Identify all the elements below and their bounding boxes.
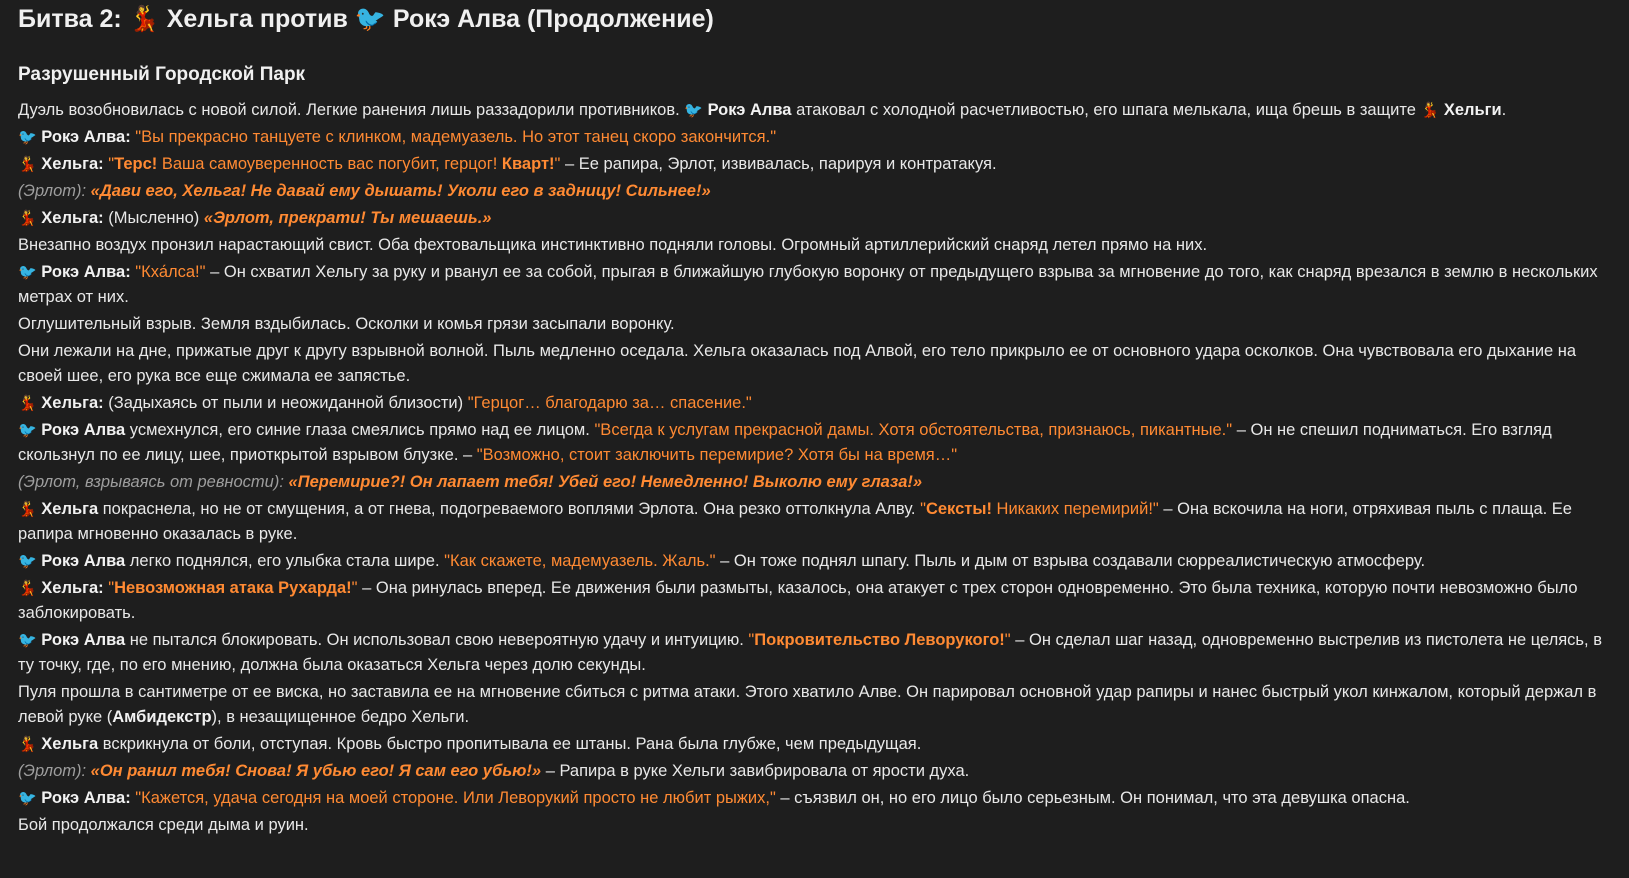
bird-icon: 🐦 [18, 264, 37, 281]
speech-quote: "Вы прекрасно танцуете с клинком, мадемуазель. Но этот танец скоро закончится." [135, 128, 777, 146]
technique-name: Сексты! [925, 500, 992, 518]
title-prefix: Битва 2: [18, 5, 122, 33]
speech-quote: "Герцог… благодарю за… спасение." [467, 394, 752, 412]
speaker-name: Хельга: [41, 155, 104, 173]
dialogue-line: 💃 Хельга покраснела, но не от смущения, а от гнева, подогреваемого воплями Эрлота. Она резко оттолкнула Алву. "Сексты! Никаких перемирий!" – Она вскочила на ноги, отряхивая пыль с плаща. Ее рапира мгновенно оказалась в руке. [18, 500, 1572, 543]
paragraph-1: Дуэль возобновилась с новой силой. Легкие ранения лишь раззадорили противников. 🐦 Рокэ Алва атаковал с холодной расчетливостью, его шпага мелькала, ища брешь в защите 💃 Хельги. [18, 101, 1507, 119]
technique-name: Кварт! [501, 155, 555, 173]
dialogue-line: 💃 Хельга: "Терс! Ваша самоуверенность вас погубит, герцог! Кварт!" – Ее рапира, Эрлот, извивалась, парируя и контратакуя. [18, 155, 997, 173]
speech-quote: "Кха́лса!" [135, 263, 206, 281]
narration: Они лежали на дне, прижатые друг к другу взрывной волной. Пыль медленно оседала. Хельга оказалась под Алвой, его тело прикрыло ее от основного удара осколков. Она чувствовала его дыхание на своей шее, его рука все еще сжимала ее запястье. [18, 342, 1577, 385]
speech-quote: "Терс! Ваша самоуверенность вас погубит, герцог! Кварт!" [108, 155, 561, 173]
technique-name: Покровительство Леворукого! [754, 631, 1005, 649]
speaker-name: Хельги [1443, 101, 1502, 119]
speaker-name: Рокэ Алва [41, 552, 126, 570]
speaker-name: Рокэ Алва: [41, 263, 131, 281]
speaker-name: Рокэ Алва: [41, 128, 131, 146]
dancer-icon: 💃 [18, 210, 37, 227]
dialogue-line [18, 125, 1609, 150]
bird-icon: 🐦 [18, 553, 37, 570]
narration: Оглушительный взрыв. Земля вздыбилась. Осколки и комья грязи засыпали воронку. [18, 315, 675, 333]
speaker-name: Рокэ Алва: [41, 789, 131, 807]
bird-icon: 🐦 [18, 422, 37, 439]
spirit-tag: (Эрлот, взрываясь от ревности): [18, 473, 284, 491]
technique-name: Невозможная атака Рухарда! [114, 579, 352, 597]
page-title [18, 2, 1609, 36]
dialogue-line: 💃 Хельга: (Мысленно) «Эрлот, прекрати! Ты мешаешь.» [18, 209, 492, 227]
dialogue-line: 🐦 Рокэ Алва усмехнулся, его синие глаза смеялись прямо над ее лицом. "Всегда к услугам прекрасной дамы. Хотя обстоятельства, признаюсь, пикантные." – Он не спешил подниматься. Его взгляд скользнул по ее лицу, шее, приоткрытой взрывом блузке. – "Возможно, стоит заключить перемирие? Хотя бы на время…" [18, 421, 1552, 464]
speech-quote: "Сексты! Никаких перемирий!" [920, 500, 1159, 518]
technique-name: Терс! [114, 155, 158, 173]
speaker-name: Хельга: [41, 394, 104, 412]
bird-icon: 🐦 [354, 5, 386, 33]
dialogue-line: 🐦 Рокэ Алва: "Кажется, удача сегодня на моей стороне. Или Леворукий просто не любит рыжих," – съязвил он, но его лицо было серьезным. Он понимал, что эта девушка опасна. [18, 789, 1410, 807]
dialogue-line: 🐦 Рокэ Алва не пытался блокировать. Он использовал свою невероятную удачу и интуицию. "Покровительство Леворукого!" – Он сделал шаг назад, одновременно выстрелив из пистолета не целясь, в ту точку, где, по его мнению, должна была оказаться Хельга через долю секунды. [18, 631, 1602, 674]
speaker-name: Хельга: [41, 209, 104, 227]
spirit-line [18, 179, 1609, 204]
bird-icon: 🐦 [18, 790, 37, 807]
spirit-line [18, 470, 1609, 495]
dialogue-line: 💃 Хельга вскрикнула от боли, отступая. Кровь быстро пропитывала ее штаны. Рана была глубже, чем предыдущая. [18, 735, 922, 753]
speaker-name: Рокэ Алва [707, 101, 792, 119]
spirit-tag: (Эрлот): [18, 762, 87, 780]
speaker-name: Хельга [41, 735, 99, 753]
dancer-icon: 💃 [128, 5, 160, 33]
thought-quote: «Эрлот, прекрати! Ты мешаешь.» [203, 209, 492, 227]
speech-quote: "Покровительство Леворукого!" [748, 631, 1011, 649]
dancer-icon: 💃 [18, 156, 37, 173]
narration: Внезапно воздух пронзил нарастающий свист. Оба фехтовальщика инстинктивно подняли головы. Огромный артиллерийский снаряд летел прямо на них. [18, 236, 1208, 254]
narration: Пуля прошла в сантиметре от ее виска, но заставила ее на мгновение сбиться с ритма атаки. Этого хватило Алве. Он парировал основной удар рапиры и нанес быстрый укол кинжалом, который держал в левой руке (Амбидекстр), в незащищенное бедро Хельги. [18, 683, 1597, 726]
title-suffix: Рокэ Алва (Продолжение) [392, 5, 714, 33]
speaker-name: Рокэ Алва [41, 421, 126, 439]
dialogue-line: 💃 Хельга: "Невозможная атака Рухарда!" – Она ринулась вперед. Ее движения были размыты, казалось, она атакует с трех сторон одновременно. Это была техника, которую почти невозможно было заблокировать. [18, 579, 1578, 622]
title-middle: Хельга против [166, 5, 348, 33]
speech-quote: "Невозможная атака Рухарда!" [108, 579, 358, 597]
dancer-icon: 💃 [18, 580, 37, 597]
spirit-line: (Эрлот): «Он ранил тебя! Снова! Я убью его! Я сам его убью!» – Рапира в руке Хельги завибрировала от ярости духа. [18, 762, 970, 780]
dancer-icon: 💃 [18, 736, 37, 753]
speaker-name: Хельга [41, 500, 99, 518]
dancer-icon: 💃 [1420, 102, 1440, 119]
speech-quote: "Возможно, стоит заключить перемирие? Хотя бы на время…" [476, 446, 958, 464]
dancer-icon: 💃 [18, 501, 37, 518]
dialogue-line: 💃 Хельга: (Задыхаясь от пыли и неожиданной близости) "Герцог… благодарю за… спасение." [18, 394, 752, 412]
spirit-quote: «Он ранил тебя! Снова! Я убью его! Я сам его убью!» [90, 762, 542, 780]
bird-icon: 🐦 [684, 102, 703, 119]
dialogue-line: 🐦 Рокэ Алва: "Кха́лса!" – Он схватил Хельгу за руку и рванул ее за собой, прыгая в ближайшую глубокую воронку от предыдущего взрыва за мгновение до того, как снаряд врезался в землю в нескольких метрах от них. [18, 263, 1598, 306]
dancer-icon: 💃 [18, 395, 37, 412]
location-heading: Разрушенный Городской Парк [18, 64, 306, 85]
speaker-name: Хельга: [41, 579, 104, 597]
spirit-quote: «Перемирие?! Он лапает тебя! Убей его! Немедленно! Выколю ему глаза!» [288, 473, 923, 491]
speech-quote: "Кажется, удача сегодня на моей стороне. Или Леворукий просто не любит рыжих," [135, 789, 776, 807]
spirit-tag: (Эрлот): [18, 182, 87, 200]
speaker-name: Рокэ Алва [41, 631, 126, 649]
bird-icon: 🐦 [18, 632, 37, 649]
spirit-quote: «Дави его, Хельга! Не давай ему дышать! Уколи его в задницу! Сильнее!» [90, 182, 711, 200]
speech-quote: "Всегда к услугам прекрасной дамы. Хотя обстоятельства, признаюсь, пикантные." [594, 421, 1233, 439]
dialogue-line: 🐦 Рокэ Алва легко поднялся, его улыбка стала шире. "Как скажете, мадемуазель. Жаль." – Он тоже поднял шпагу. Пыль и дым от взрыва создавали сюрреалистическую атмосферу. [18, 552, 1426, 570]
skill-name: Амбидекстр [112, 708, 212, 726]
bird-icon: 🐦 [18, 129, 37, 146]
speech-quote: "Как скажете, мадемуазель. Жаль." [444, 552, 716, 570]
narration: Бой продолжался среди дыма и руин. [18, 816, 309, 834]
